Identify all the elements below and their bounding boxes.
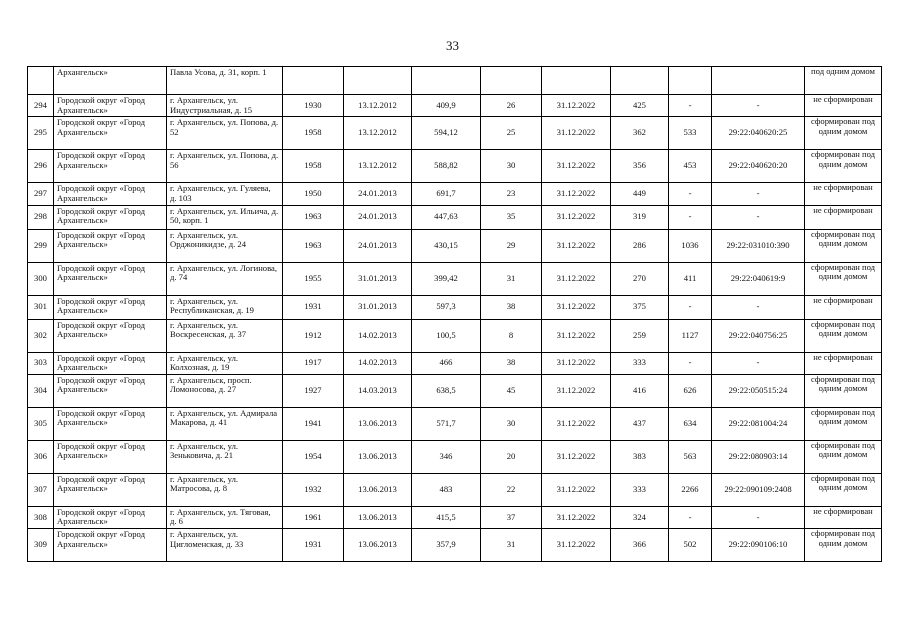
cadastral-area-cell: - (669, 352, 712, 374)
deadline-cell: 31.12.2022 (542, 506, 611, 528)
residents-cell: 25 (481, 117, 542, 150)
address-cell: г. Архангельск, ул. Матросова, д. 8 (167, 473, 283, 506)
year-cell: 1955 (283, 262, 344, 295)
table-row (28, 440, 882, 473)
residents-cell (481, 67, 542, 95)
address-cell: г. Архангельск, ул. Логинова, д. 74 (167, 262, 283, 295)
cadastral-number-cell: 29:22:081004:24 (712, 407, 805, 440)
row-number: 295 (28, 117, 54, 150)
cadastral-area-cell: 2266 (669, 473, 712, 506)
status-cell: сформирован под одним домом (805, 117, 882, 150)
cadastral-area-cell (669, 67, 712, 95)
status-cell: под одним домом (805, 67, 882, 95)
year-cell: 1954 (283, 440, 344, 473)
address-cell: г. Архангельск, ул. Цигломенская, д. 33 (167, 529, 283, 562)
area-cell: 346 (412, 440, 481, 473)
address-cell: г. Архангельск, ул. Орджоникидзе, д. 24 (167, 229, 283, 262)
cadastral-area-cell: 453 (669, 150, 712, 183)
deadline-cell (542, 67, 611, 95)
area-cell: 597,3 (412, 295, 481, 319)
area-cell: 571,7 (412, 407, 481, 440)
cadastral-number-cell: 29:22:040620:25 (712, 117, 805, 150)
deadline-cell: 31.12.2022 (542, 95, 611, 117)
residents-cell: 8 (481, 319, 542, 352)
row-number: 307 (28, 473, 54, 506)
residents-cell: 45 (481, 374, 542, 407)
deadline-cell: 31.12.2022 (542, 352, 611, 374)
units-cell: 449 (611, 183, 669, 205)
year-cell: 1958 (283, 150, 344, 183)
district-cell: Архангельск» (54, 67, 167, 95)
area-cell: 466 (412, 352, 481, 374)
table-row (28, 529, 882, 562)
date-cell: 14.03.2013 (344, 374, 412, 407)
deadline-cell: 31.12.2022 (542, 150, 611, 183)
year-cell: 1963 (283, 205, 344, 229)
status-cell: сформирован под одним домом (805, 374, 882, 407)
district-cell: Городской округ «Город Архангельск» (54, 529, 167, 562)
cadastral-number-cell: 29:22:040620:20 (712, 150, 805, 183)
status-cell: сформирован под одним домом (805, 319, 882, 352)
table-row (28, 95, 882, 117)
units-cell: 319 (611, 205, 669, 229)
row-number: 304 (28, 374, 54, 407)
date-cell: 24.01.2013 (344, 229, 412, 262)
status-cell: не сформирован (805, 352, 882, 374)
date-cell: 13.06.2013 (344, 407, 412, 440)
district-cell: Городской округ «Город Архангельск» (54, 262, 167, 295)
table-row (28, 117, 882, 150)
district-cell: Городской округ «Город Архангельск» (54, 440, 167, 473)
district-cell: Городской округ «Город Архангельск» (54, 295, 167, 319)
row-number: 300 (28, 262, 54, 295)
area-cell: 399,42 (412, 262, 481, 295)
table-row (28, 150, 882, 183)
district-cell: Городской округ «Город Архангельск» (54, 117, 167, 150)
residents-cell: 30 (481, 407, 542, 440)
address-cell: г. Архангельск, ул. Зеньковича, д. 21 (167, 440, 283, 473)
year-cell: 1927 (283, 374, 344, 407)
table-row (28, 229, 882, 262)
cadastral-area-cell: 533 (669, 117, 712, 150)
residents-cell: 20 (481, 440, 542, 473)
residents-cell: 37 (481, 506, 542, 528)
row-number: 302 (28, 319, 54, 352)
area-cell: 100,5 (412, 319, 481, 352)
cadastral-area-cell: 1127 (669, 319, 712, 352)
units-cell: 375 (611, 295, 669, 319)
table-row (28, 262, 882, 295)
date-cell: 14.02.2013 (344, 352, 412, 374)
date-cell: 24.01.2013 (344, 205, 412, 229)
year-cell: 1961 (283, 506, 344, 528)
row-number: 309 (28, 529, 54, 562)
district-cell: Городской округ «Город Архангельск» (54, 473, 167, 506)
table-row (28, 473, 882, 506)
district-cell: Городской округ «Город Архангельск» (54, 95, 167, 117)
residents-cell: 38 (481, 352, 542, 374)
residents-cell: 31 (481, 262, 542, 295)
address-cell: г. Архангельск, ул. Попова, д. 56 (167, 150, 283, 183)
cadastral-area-cell: 563 (669, 440, 712, 473)
table-row (28, 352, 882, 374)
units-cell: 259 (611, 319, 669, 352)
cadastral-area-cell: 1036 (669, 229, 712, 262)
area-cell: 430,15 (412, 229, 481, 262)
status-cell: сформирован под одним домом (805, 262, 882, 295)
units-cell: 324 (611, 506, 669, 528)
year-cell: 1930 (283, 95, 344, 117)
row-number: 297 (28, 183, 54, 205)
units-cell: 333 (611, 352, 669, 374)
district-cell: Городской округ «Город Архангельск» (54, 319, 167, 352)
address-cell: г. Архангельск, ул. Гуляева, д. 103 (167, 183, 283, 205)
district-cell: Городской округ «Город Архангельск» (54, 150, 167, 183)
date-cell: 13.06.2013 (344, 506, 412, 528)
date-cell: 24.01.2013 (344, 183, 412, 205)
row-number: 305 (28, 407, 54, 440)
row-number: 306 (28, 440, 54, 473)
address-cell: г. Архангельск, просп. Ломоносова, д. 27 (167, 374, 283, 407)
status-cell: не сформирован (805, 506, 882, 528)
area-cell: 691,7 (412, 183, 481, 205)
address-cell: г. Архангельск, ул. Ильича, д. 50, корп. 1 (167, 205, 283, 229)
address-cell: г. Архангельск, ул. Адмирала Макарова, д. 41 (167, 407, 283, 440)
units-cell: 366 (611, 529, 669, 562)
row-number: 298 (28, 205, 54, 229)
units-cell: 362 (611, 117, 669, 150)
year-cell: 1931 (283, 295, 344, 319)
deadline-cell: 31.12.2022 (542, 205, 611, 229)
cadastral-number-cell: 29:22:080903:14 (712, 440, 805, 473)
area-cell: 588,82 (412, 150, 481, 183)
area-cell: 415,5 (412, 506, 481, 528)
deadline-cell: 31.12.2022 (542, 374, 611, 407)
cadastral-number-cell: 29:22:031010:390 (712, 229, 805, 262)
address-cell: г. Архангельск, ул. Колхозная, д. 19 (167, 352, 283, 374)
units-cell: 416 (611, 374, 669, 407)
cadastral-area-cell: - (669, 295, 712, 319)
table-row (28, 295, 882, 319)
residents-cell: 30 (481, 150, 542, 183)
date-cell: 14.02.2013 (344, 319, 412, 352)
district-cell: Городской округ «Город Архангельск» (54, 374, 167, 407)
area-cell: 409,9 (412, 95, 481, 117)
residents-cell: 29 (481, 229, 542, 262)
area-cell: 594,12 (412, 117, 481, 150)
date-cell: 13.06.2013 (344, 529, 412, 562)
row-number: 294 (28, 95, 54, 117)
residents-cell: 31 (481, 529, 542, 562)
area-cell (412, 67, 481, 95)
status-cell: не сформирован (805, 295, 882, 319)
deadline-cell: 31.12.2022 (542, 117, 611, 150)
table-row (28, 506, 882, 528)
status-cell: сформирован под одним домом (805, 473, 882, 506)
page-number: 33 (446, 38, 459, 53)
residents-cell: 38 (481, 295, 542, 319)
address-cell: Павла Усова, д. 31, корп. 1 (167, 67, 283, 95)
cadastral-area-cell: - (669, 506, 712, 528)
table-row (28, 205, 882, 229)
address-cell: г. Архангельск, ул. Попова, д. 52 (167, 117, 283, 150)
deadline-cell: 31.12.2022 (542, 295, 611, 319)
residents-cell: 35 (481, 205, 542, 229)
residents-cell: 23 (481, 183, 542, 205)
table-row (28, 183, 882, 205)
area-cell: 447,63 (412, 205, 481, 229)
row-number: 299 (28, 229, 54, 262)
deadline-cell: 31.12.2022 (542, 440, 611, 473)
residents-cell: 22 (481, 473, 542, 506)
address-cell: г. Архангельск, ул. Республиканская, д. 19 (167, 295, 283, 319)
cadastral-number-cell: 29:22:090109:2408 (712, 473, 805, 506)
date-cell: 31.01.2013 (344, 295, 412, 319)
area-cell: 357,9 (412, 529, 481, 562)
district-cell: Городской округ «Город Архангельск» (54, 352, 167, 374)
date-cell: 13.12.2012 (344, 95, 412, 117)
deadline-cell: 31.12.2022 (542, 262, 611, 295)
year-cell: 1931 (283, 529, 344, 562)
address-cell: г. Архангельск, ул. Тяговая, д. 6 (167, 506, 283, 528)
status-cell: не сформирован (805, 95, 882, 117)
deadline-cell: 31.12.2022 (542, 407, 611, 440)
cadastral-area-cell: 411 (669, 262, 712, 295)
row-number: 308 (28, 506, 54, 528)
registry-table (27, 66, 882, 562)
deadline-cell: 31.12.2022 (542, 319, 611, 352)
deadline-cell: 31.12.2022 (542, 529, 611, 562)
units-cell: 425 (611, 95, 669, 117)
status-cell: не сформирован (805, 205, 882, 229)
cadastral-number-cell: - (712, 506, 805, 528)
year-cell: 1950 (283, 183, 344, 205)
residents-cell: 26 (481, 95, 542, 117)
date-cell: 13.12.2012 (344, 117, 412, 150)
district-cell: Городской округ «Город Архангельск» (54, 205, 167, 229)
year-cell: 1958 (283, 117, 344, 150)
cadastral-area-cell: 634 (669, 407, 712, 440)
table-row (28, 374, 882, 407)
row-number: 301 (28, 295, 54, 319)
year-cell (283, 67, 344, 95)
units-cell: 356 (611, 150, 669, 183)
status-cell: сформирован под одним домом (805, 150, 882, 183)
cadastral-number-cell: 29:22:090106:10 (712, 529, 805, 562)
units-cell (611, 67, 669, 95)
status-cell: сформирован под одним домом (805, 440, 882, 473)
cadastral-number-cell: 29:22:040619:9 (712, 262, 805, 295)
cadastral-area-cell: 626 (669, 374, 712, 407)
units-cell: 437 (611, 407, 669, 440)
date-cell: 13.06.2013 (344, 473, 412, 506)
year-cell: 1963 (283, 229, 344, 262)
deadline-cell: 31.12.2022 (542, 183, 611, 205)
date-cell: 13.06.2013 (344, 440, 412, 473)
year-cell: 1917 (283, 352, 344, 374)
cadastral-area-cell: - (669, 95, 712, 117)
district-cell: Городской округ «Город Архангельск» (54, 183, 167, 205)
status-cell: сформирован под одним домом (805, 529, 882, 562)
units-cell: 333 (611, 473, 669, 506)
cadastral-number-cell: 29:22:050515:24 (712, 374, 805, 407)
cadastral-area-cell: - (669, 183, 712, 205)
table-row (28, 319, 882, 352)
units-cell: 383 (611, 440, 669, 473)
district-cell: Городской округ «Город Архангельск» (54, 229, 167, 262)
address-cell: г. Архангельск, ул. Воскресенская, д. 37 (167, 319, 283, 352)
cadastral-number-cell: - (712, 95, 805, 117)
area-cell: 483 (412, 473, 481, 506)
cadastral-number-cell (712, 67, 805, 95)
year-cell: 1932 (283, 473, 344, 506)
deadline-cell: 31.12.2022 (542, 473, 611, 506)
table-body (28, 67, 882, 562)
cadastral-number-cell: 29:22:040756:25 (712, 319, 805, 352)
date-cell: 31.01.2013 (344, 262, 412, 295)
deadline-cell: 31.12.2022 (542, 229, 611, 262)
district-cell: Городской округ «Город Архангельск» (54, 407, 167, 440)
cadastral-number-cell: - (712, 205, 805, 229)
district-cell: Городской округ «Город Архангельск» (54, 506, 167, 528)
area-cell: 638,5 (412, 374, 481, 407)
year-cell: 1912 (283, 319, 344, 352)
row-number: 296 (28, 150, 54, 183)
units-cell: 286 (611, 229, 669, 262)
table-row (28, 67, 882, 95)
status-cell: сформирован под одним домом (805, 407, 882, 440)
cadastral-area-cell: 502 (669, 529, 712, 562)
table-row (28, 407, 882, 440)
cadastral-number-cell: - (712, 295, 805, 319)
units-cell: 270 (611, 262, 669, 295)
year-cell: 1941 (283, 407, 344, 440)
date-cell: 13.12.2012 (344, 150, 412, 183)
cadastral-number-cell: - (712, 352, 805, 374)
cadastral-area-cell: - (669, 205, 712, 229)
status-cell: сформирован под одним домом (805, 229, 882, 262)
cadastral-number-cell: - (712, 183, 805, 205)
status-cell: не сформирован (805, 183, 882, 205)
row-number: 303 (28, 352, 54, 374)
row-number (28, 67, 54, 95)
address-cell: г. Архангельск, ул. Индустриальная, д. 15 (167, 95, 283, 117)
date-cell (344, 67, 412, 95)
